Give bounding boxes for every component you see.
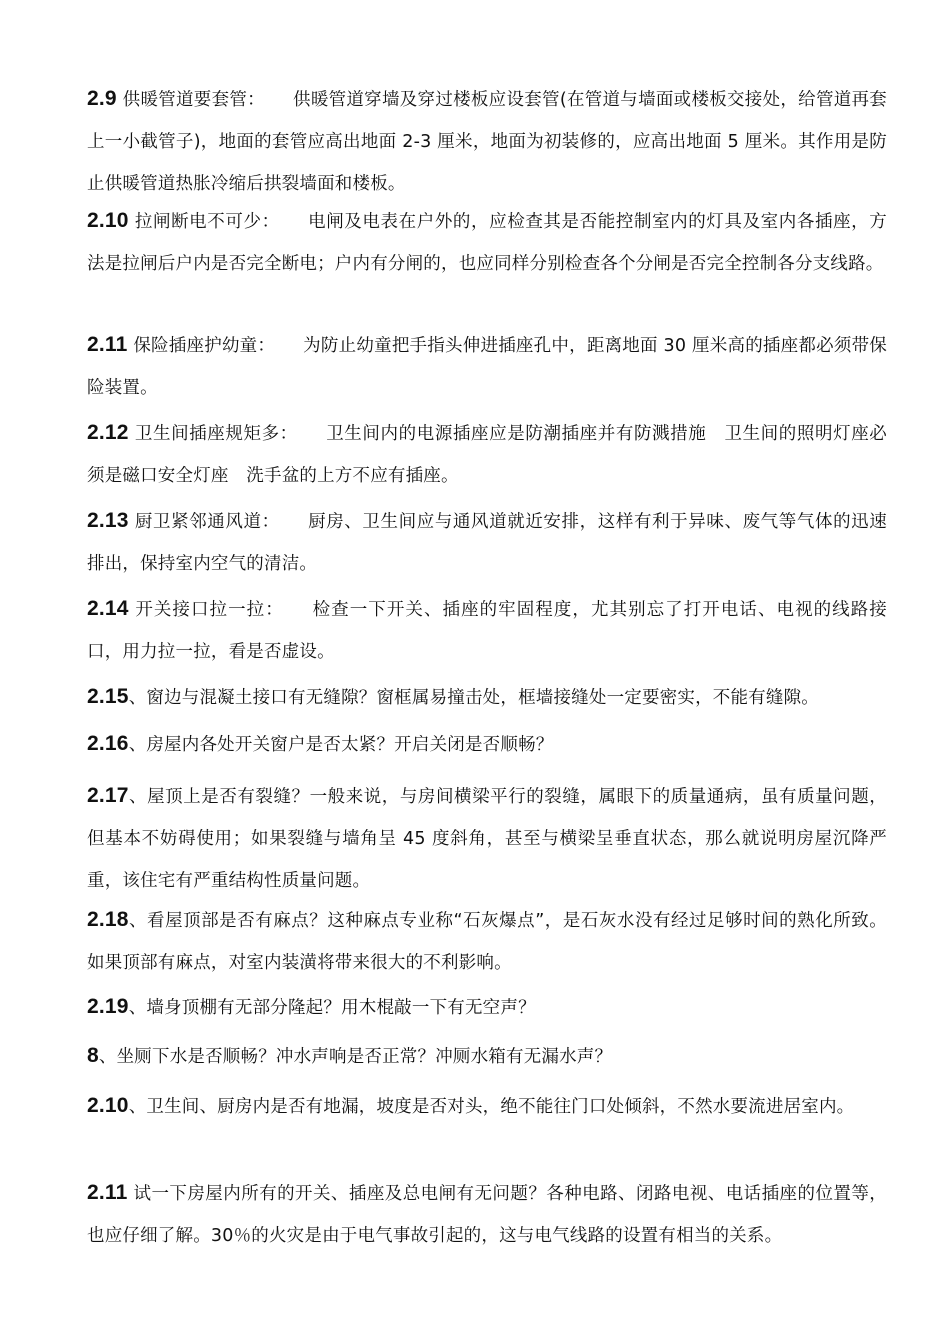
section-text: 、窗边与混凝土接口有无缝隙？窗框属易撞击处，框墙接缝处一定要密实，不能有缝隙。 bbox=[128, 688, 819, 708]
section-number: 2.10 bbox=[87, 1094, 129, 1117]
section-number: 2.16 bbox=[87, 732, 129, 755]
section-title: 卫生间插座规矩多： bbox=[134, 424, 298, 444]
paragraph-2-19 bbox=[87, 986, 887, 1029]
paragraph-2-13 bbox=[87, 500, 887, 585]
section-text: 、墙身顶棚有无部分隆起？用木棍敲一下有无空声？ bbox=[128, 998, 536, 1018]
section-number: 2.10 bbox=[87, 209, 129, 232]
paragraph-2-18 bbox=[87, 899, 887, 984]
section-number: 2.17 bbox=[87, 784, 129, 807]
paragraph-2-14 bbox=[87, 588, 887, 673]
section-title: 厨卫紧邻通风道： bbox=[134, 512, 280, 532]
section-text: 厨房、卫生间应与通风道就近安排，这样有利于异味、废气等气体的迅速排出，保持室内空气的清洁。 bbox=[87, 512, 887, 574]
section-number: 2.14 bbox=[87, 597, 129, 620]
section-text: 、卫生间、厨房内是否有地漏，坡度是否对头，绝不能往门口处倾斜，不然水要流进居室内。 bbox=[128, 1097, 855, 1117]
section-number: 2.12 bbox=[87, 421, 129, 444]
section-number: 2.11 bbox=[87, 333, 128, 356]
section-text: 、坐厕下水是否顺畅？冲水声响是否正常？冲厕水箱有无漏水声？ bbox=[98, 1047, 613, 1067]
section-text: 试一下房屋内所有的开关、插座及总电闸有无问题？各种电路、闭路电视、电话插座的位置等，也应仔细了解。30％的火灾是由于电气事故引起的，这与电气线路的设置有相当的关系。 bbox=[87, 1184, 887, 1246]
section-text: 供暖管道穿墙及穿过楼板应设套管(在管道与墙面或楼板交接处，给管道再套上一小截管子)，地面的套管应高出地面 2-3 厘米，地面为初装修的，应高出地面 5 厘米。其作用是防止供暖管道热胀冷缩后拱裂墙面和楼板。 bbox=[87, 90, 888, 194]
section-number: 2.15 bbox=[87, 685, 129, 708]
section-title: 供暖管道要套管： bbox=[122, 90, 265, 110]
paragraph-2-9 bbox=[87, 78, 887, 205]
section-text: 、屋顶上是否有裂缝？一般来说，与房间横梁平行的裂缝，属眼下的质量通病，虽有质量问题，但基本不妨碍使用；如果裂缝与墙角呈 45 度斜角，甚至与横梁呈垂直状态，那么就说明房屋沉降严重，该住宅有严重结构性质量问题。 bbox=[87, 787, 887, 891]
paragraph-2-11-b bbox=[87, 1172, 887, 1257]
section-title: 拉闸断电不可少： bbox=[134, 212, 280, 232]
section-text: 、房屋内各处开关窗户是否太紧？开启关闭是否顺畅？ bbox=[128, 735, 554, 755]
section-text: 电闸及电表在户外的，应检查其是否能控制室内的灯具及室内各插座，方法是拉闸后户内是否完全断电；户内有分闸的，也应同样分别检查各个分闸是否完全控制各分支线路。 bbox=[87, 212, 887, 274]
section-number: 2.19 bbox=[87, 995, 129, 1018]
paragraph-2-17 bbox=[87, 775, 887, 902]
section-text: 检查一下开关、插座的牢固程度，尤其别忘了打开电话、电视的线路接口，用力拉一拉，看是否虚设。 bbox=[87, 600, 887, 662]
paragraph-2-15 bbox=[87, 676, 887, 719]
section-number: 8 bbox=[87, 1044, 99, 1067]
section-text: 、看屋顶部是否有麻点？这种麻点专业称“石灰爆点”，是石灰水没有经过足够时间的熟化所致。如果顶部有麻点，对室内装潢将带来很大的不利影响。 bbox=[87, 911, 887, 973]
paragraph-2-12 bbox=[87, 412, 887, 497]
section-title: 保险插座护幼童： bbox=[133, 336, 276, 356]
section-text: 为防止幼童把手指头伸进插座孔中，距离地面 30 厘米高的插座都必须带保险装置。 bbox=[87, 336, 887, 398]
section-number: 2.13 bbox=[87, 509, 129, 532]
paragraph-2-16 bbox=[87, 723, 887, 766]
section-number: 2.9 bbox=[87, 87, 117, 110]
section-title: 开关接口拉一拉： bbox=[135, 600, 284, 620]
paragraph-2-11 bbox=[87, 324, 887, 409]
paragraph-2-10 bbox=[87, 200, 887, 285]
section-number: 2.11 bbox=[87, 1181, 128, 1204]
paragraph-2-10-b bbox=[87, 1085, 887, 1128]
paragraph-8 bbox=[87, 1035, 887, 1078]
section-text: 卫生间内的电源插座应是防潮插座并有防溅措施 卫生间的照明灯座必须是磁口安全灯座 洗手盆的上方不应有插座。 bbox=[87, 424, 887, 486]
section-number: 2.18 bbox=[87, 908, 129, 931]
